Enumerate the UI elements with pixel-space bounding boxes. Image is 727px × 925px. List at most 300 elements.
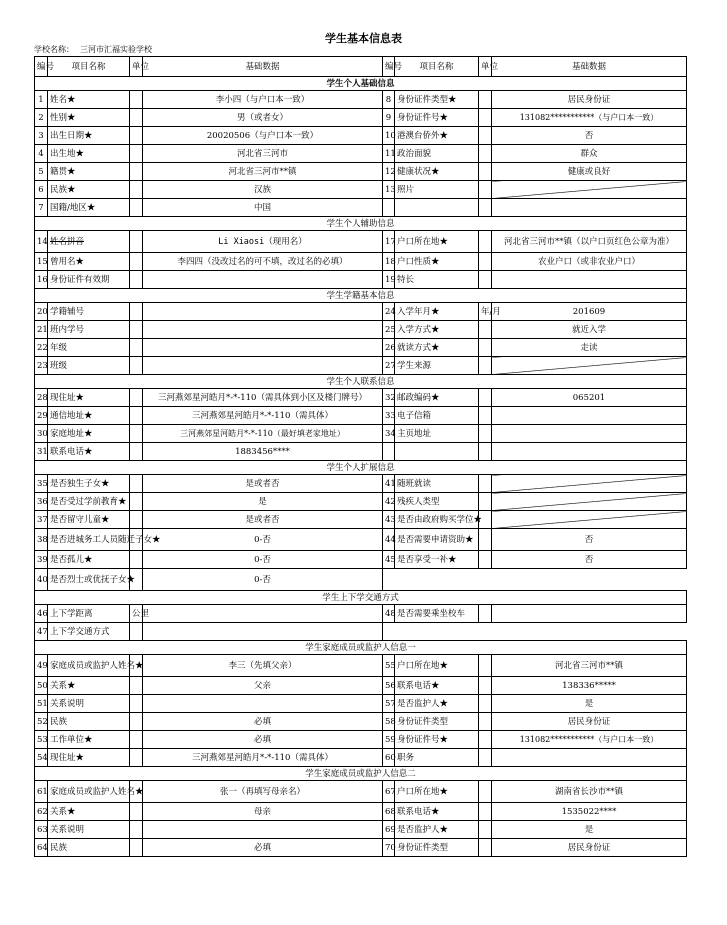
table-row xyxy=(35,821,687,839)
unit-cell xyxy=(130,357,143,375)
row-number: 8 xyxy=(383,91,395,109)
unit-cell xyxy=(130,127,143,145)
field-value: 三河燕郊星河皓月*-*-110（最好填老家地址） xyxy=(143,425,383,443)
row-number: 20 xyxy=(35,303,48,321)
field-value: 三河燕郊星河皓月*-*-110（需具体） xyxy=(143,407,383,425)
section-title: 学生个人基础信息 xyxy=(35,77,687,91)
unit-cell xyxy=(479,145,492,163)
row-number: 9 xyxy=(383,109,395,127)
field-name: 家庭成员或监护人姓名★ xyxy=(48,781,130,803)
field-name: 民族★ xyxy=(48,181,130,199)
field-name: 是否受过学前教育★ xyxy=(48,493,130,511)
field-name: 籍贯★ xyxy=(48,163,130,181)
school-name: 三河市汇福实验学校 xyxy=(80,45,152,54)
field-name: 随班就读 xyxy=(395,475,479,493)
unit-cell xyxy=(130,163,143,181)
table-row xyxy=(35,511,687,529)
table-header-row xyxy=(35,57,687,77)
field-name: 就读方式★ xyxy=(395,339,479,357)
field-value: 必填 xyxy=(143,731,383,749)
field-name: 姓名★ xyxy=(48,91,130,109)
field-name: 家庭成员或监护人姓名★ xyxy=(48,655,130,677)
field-value: 是 xyxy=(492,821,687,839)
empty-cell xyxy=(383,623,687,641)
unit-cell xyxy=(130,713,143,731)
field-value: 是或者否 xyxy=(143,511,383,529)
field-name: 国籍/地区★ xyxy=(48,199,130,217)
field-value: 男（或者女） xyxy=(143,109,383,127)
unit-cell xyxy=(130,821,143,839)
table-row xyxy=(35,493,687,511)
field-value: 20020506（与户口本一致） xyxy=(143,127,383,145)
unit-cell xyxy=(130,109,143,127)
table-row xyxy=(35,199,687,217)
field-name: 身份证件号★ xyxy=(395,109,479,127)
row-number: 42 xyxy=(383,493,395,511)
unit-cell xyxy=(479,443,492,461)
field-value: 否 xyxy=(492,529,687,551)
field-value: 131082***********（与户口本一致） xyxy=(492,109,687,127)
row-number: 16 xyxy=(35,271,48,289)
unit-cell xyxy=(130,475,143,493)
table-row xyxy=(35,839,687,857)
field-value: 201609 xyxy=(492,303,687,321)
field-name: 上下学距离 xyxy=(48,605,130,623)
unit-cell xyxy=(479,731,492,749)
empty-cell xyxy=(383,569,687,591)
row-number: 27 xyxy=(383,357,395,375)
field-name: 户口所在地★ xyxy=(395,655,479,677)
field-value xyxy=(492,443,687,461)
row-number: 11 xyxy=(383,145,395,163)
table-row xyxy=(35,91,687,109)
field-value: 是或者否 xyxy=(143,475,383,493)
table-row xyxy=(35,713,687,731)
field-name: 姓名拼音 xyxy=(48,231,130,253)
row-number: 30 xyxy=(35,425,48,443)
field-value: 是 xyxy=(492,695,687,713)
field-value: 1883456**** xyxy=(143,443,383,461)
field-value: 母亲 xyxy=(143,803,383,821)
field-value: 0-否 xyxy=(143,529,383,551)
field-name: 是否孤儿★ xyxy=(48,551,130,569)
field-name: 身份证件类型 xyxy=(395,839,479,857)
field-name: 入学年月★ xyxy=(395,303,479,321)
field-value xyxy=(143,821,383,839)
unit-cell xyxy=(130,443,143,461)
row-number: 29 xyxy=(35,407,48,425)
table-row xyxy=(35,163,687,181)
row-number: 50 xyxy=(35,677,48,695)
field-value xyxy=(492,199,687,217)
unit-cell xyxy=(130,695,143,713)
field-value: 1535022**** xyxy=(492,803,687,821)
field-value: 李三（先填父亲） xyxy=(143,655,383,677)
field-value: 中国 xyxy=(143,199,383,217)
field-value: 三河燕郊星河皓月*-*-110（需具体到小区及楼门牌号） xyxy=(143,389,383,407)
field-name: 健康状况★ xyxy=(395,163,479,181)
unit-cell xyxy=(130,749,143,767)
field-value: 河北省三河市**镇 xyxy=(143,163,383,181)
field-value xyxy=(492,605,687,623)
field-name: 班级 xyxy=(48,357,130,375)
field-name: 关系★ xyxy=(48,677,130,695)
field-name: 性别★ xyxy=(48,109,130,127)
section-title: 学生个人联系信息 xyxy=(35,375,687,389)
row-number: 41 xyxy=(383,475,395,493)
field-value: 必填 xyxy=(143,713,383,731)
table-row xyxy=(35,127,687,145)
header-data: 基础数据 xyxy=(492,57,687,77)
field-name: 工作单位★ xyxy=(48,731,130,749)
unit-cell xyxy=(479,529,492,551)
header-no: 编号 xyxy=(383,57,395,77)
table-row xyxy=(35,803,687,821)
field-value: 李小四（与户口本一致） xyxy=(143,91,383,109)
field-name: 通信地址★ xyxy=(48,407,130,425)
row-number: 68 xyxy=(383,803,395,821)
field-value xyxy=(143,695,383,713)
section-title: 学生个人辅助信息 xyxy=(35,217,687,231)
row-number: 52 xyxy=(35,713,48,731)
unit-cell xyxy=(479,321,492,339)
row-number: 54 xyxy=(35,749,48,767)
field-value xyxy=(143,605,383,623)
field-value: 居民身份证 xyxy=(492,91,687,109)
field-value: 李四四（没改过名的可不填，改过名的必填） xyxy=(143,253,383,271)
table-row xyxy=(35,569,687,591)
table-row xyxy=(35,303,687,321)
unit-cell xyxy=(479,475,492,493)
unit-cell xyxy=(479,695,492,713)
field-name: 现住址★ xyxy=(48,749,130,767)
field-name: 身份证件类型 xyxy=(395,713,479,731)
field-name: 是否进城务工人员随迁子女★ xyxy=(48,529,130,551)
row-number: 39 xyxy=(35,551,48,569)
table-row xyxy=(35,339,687,357)
row-number: 59 xyxy=(383,731,395,749)
row-number: 44 xyxy=(383,529,395,551)
field-value: 居民身份证 xyxy=(492,839,687,857)
row-number: 18 xyxy=(383,253,395,271)
field-value-empty xyxy=(492,493,687,511)
field-name: 民族 xyxy=(48,713,130,731)
unit-cell xyxy=(130,303,143,321)
field-value xyxy=(143,321,383,339)
row-number: 63 xyxy=(35,821,48,839)
unit-cell xyxy=(130,511,143,529)
row-number: 64 xyxy=(35,839,48,857)
unit-cell xyxy=(479,713,492,731)
unit-cell xyxy=(130,199,143,217)
row-number: 38 xyxy=(35,529,48,551)
field-value xyxy=(143,303,383,321)
field-name: 身份证件类型★ xyxy=(395,91,479,109)
field-name: 户口所在地★ xyxy=(395,781,479,803)
row-number: 28 xyxy=(35,389,48,407)
unit-cell xyxy=(479,271,492,289)
unit-cell xyxy=(479,199,492,217)
field-value xyxy=(492,425,687,443)
unit-cell xyxy=(479,839,492,857)
field-value-empty xyxy=(492,475,687,493)
row-number: 55 xyxy=(383,655,395,677)
table-row xyxy=(35,181,687,199)
field-name: 身份证件号★ xyxy=(395,731,479,749)
row-number: 14 xyxy=(35,231,48,253)
table-row xyxy=(35,443,687,461)
unit-cell xyxy=(479,655,492,677)
field-name: 学籍辅号 xyxy=(48,303,130,321)
field-value: 否 xyxy=(492,127,687,145)
field-value: 群众 xyxy=(492,145,687,163)
table-row xyxy=(35,389,687,407)
field-value: 汉族 xyxy=(143,181,383,199)
unit-cell xyxy=(479,253,492,271)
row-number: 53 xyxy=(35,731,48,749)
row-number: 21 xyxy=(35,321,48,339)
field-name: 是否由政府购买学位★ xyxy=(395,511,479,529)
row-number: 31 xyxy=(35,443,48,461)
unit-cell xyxy=(479,677,492,695)
unit-cell xyxy=(130,731,143,749)
field-name: 户口性质★ xyxy=(395,253,479,271)
section-title: 学生家庭成员或监护人信息一 xyxy=(35,641,687,655)
field-name: 电子信箱 xyxy=(395,407,479,425)
unit-cell xyxy=(479,109,492,127)
table-row xyxy=(35,529,687,551)
field-name: 联系电话★ xyxy=(395,803,479,821)
table-row xyxy=(35,425,687,443)
field-value xyxy=(492,749,687,767)
field-value: Li Xiaosi（现用名） xyxy=(143,231,383,253)
field-value: 张一（再填写母亲名） xyxy=(143,781,383,803)
unit-cell xyxy=(130,339,143,357)
row-number: 3 xyxy=(35,127,48,145)
table-row xyxy=(35,551,687,569)
field-value: 0-否 xyxy=(143,569,383,591)
field-value: 父亲 xyxy=(143,677,383,695)
row-number: 22 xyxy=(35,339,48,357)
table-row xyxy=(35,271,687,289)
unit-cell xyxy=(130,91,143,109)
field-value xyxy=(143,271,383,289)
unit-cell xyxy=(479,163,492,181)
field-value xyxy=(143,623,383,641)
field-value-empty xyxy=(492,511,687,529)
field-name: 主页地址 xyxy=(395,425,479,443)
field-value: 是 xyxy=(143,493,383,511)
field-value: 否 xyxy=(492,551,687,569)
field-value: 河北省三河市 xyxy=(143,145,383,163)
table-row xyxy=(35,407,687,425)
field-value: 走读 xyxy=(492,339,687,357)
unit-cell: 公里 xyxy=(130,605,143,623)
field-value: 131082***********（与户口本一致） xyxy=(492,731,687,749)
row-number: 2 xyxy=(35,109,48,127)
row-number: 19 xyxy=(383,271,395,289)
field-value xyxy=(143,339,383,357)
field-name: 出生地★ xyxy=(48,145,130,163)
field-name: 班内学号 xyxy=(48,321,130,339)
field-value xyxy=(143,357,383,375)
field-name: 关系说明 xyxy=(48,695,130,713)
header-unit: 单位 xyxy=(130,57,143,77)
unit-cell xyxy=(479,91,492,109)
row-number xyxy=(383,443,395,461)
header-data: 基础数据 xyxy=(143,57,383,77)
row-number: 13 xyxy=(383,181,395,199)
row-number: 32 xyxy=(383,389,395,407)
section-title: 学生学籍基本信息 xyxy=(35,289,687,303)
table-row xyxy=(35,749,687,767)
unit-cell xyxy=(130,425,143,443)
field-name: 身份证件有效期 xyxy=(48,271,130,289)
unit-cell xyxy=(479,605,492,623)
unit-cell xyxy=(130,271,143,289)
table-row xyxy=(35,695,687,713)
field-name: 是否监护人★ xyxy=(395,695,479,713)
row-number: 58 xyxy=(383,713,395,731)
row-number: 49 xyxy=(35,655,48,677)
field-value xyxy=(492,407,687,425)
field-name: 民族 xyxy=(48,839,130,857)
row-number: 17 xyxy=(383,231,395,253)
field-name: 联系电话★ xyxy=(395,677,479,695)
field-name: 照片 xyxy=(395,181,479,199)
unit-cell xyxy=(130,407,143,425)
table-row xyxy=(35,357,687,375)
row-number: 15 xyxy=(35,253,48,271)
header-unit: 单位 xyxy=(479,57,492,77)
unit-cell xyxy=(479,749,492,767)
row-number: 61 xyxy=(35,781,48,803)
photo-slot xyxy=(492,181,687,199)
field-value: 0-否 xyxy=(143,551,383,569)
field-name xyxy=(395,443,479,461)
row-number: 10 xyxy=(383,127,395,145)
row-number: 46 xyxy=(35,605,48,623)
row-number: 70 xyxy=(383,839,395,857)
row-number: 26 xyxy=(383,339,395,357)
unit-cell xyxy=(479,389,492,407)
section-title: 学生上下学交通方式 xyxy=(35,591,687,605)
field-name: 年级 xyxy=(48,339,130,357)
row-number: 34 xyxy=(383,425,395,443)
field-value: 138336***** xyxy=(492,677,687,695)
row-number: 56 xyxy=(383,677,395,695)
row-number: 37 xyxy=(35,511,48,529)
row-number: 1 xyxy=(35,91,48,109)
row-number: 12 xyxy=(383,163,395,181)
header-name: 项目名称 xyxy=(48,57,130,77)
row-number: 48 xyxy=(383,605,395,623)
unit-cell xyxy=(130,321,143,339)
field-name: 入学方式★ xyxy=(395,321,479,339)
table-row xyxy=(35,475,687,493)
unit-cell xyxy=(479,803,492,821)
unit-cell xyxy=(479,181,492,199)
school-label: 学校名称： xyxy=(34,45,74,54)
table-row xyxy=(35,623,687,641)
field-value: 健康或良好 xyxy=(492,163,687,181)
table-row xyxy=(35,781,687,803)
row-number: 7 xyxy=(35,199,48,217)
unit-cell xyxy=(130,677,143,695)
field-name: 职务 xyxy=(395,749,479,767)
row-number: 60 xyxy=(383,749,395,767)
unit-cell xyxy=(130,839,143,857)
row-number: 5 xyxy=(35,163,48,181)
unit-cell xyxy=(479,821,492,839)
table-row xyxy=(35,677,687,695)
unit-cell xyxy=(130,389,143,407)
unit-cell xyxy=(479,493,492,511)
row-number: 40 xyxy=(35,569,48,591)
field-name: 港澳台侨外★ xyxy=(395,127,479,145)
row-number: 57 xyxy=(383,695,395,713)
unit-cell xyxy=(130,145,143,163)
unit-cell xyxy=(479,551,492,569)
field-value: 三河燕郊星河皓月*-*-110（需具体） xyxy=(143,749,383,767)
field-value: 就近入学 xyxy=(492,321,687,339)
field-value: 居民身份证 xyxy=(492,713,687,731)
table-row xyxy=(35,321,687,339)
unit-cell xyxy=(479,339,492,357)
unit-cell xyxy=(479,357,492,375)
unit-cell xyxy=(479,425,492,443)
field-value: 湖南省长沙市**镇 xyxy=(492,781,687,803)
field-name: 是否烈士或优抚子女★ xyxy=(48,569,130,591)
field-name: 学生来源 xyxy=(395,357,479,375)
unit-cell xyxy=(479,127,492,145)
table-row xyxy=(35,231,687,253)
unit-cell xyxy=(130,493,143,511)
table-row xyxy=(35,605,687,623)
row-number: 25 xyxy=(383,321,395,339)
field-name: 关系★ xyxy=(48,803,130,821)
row-number: 23 xyxy=(35,357,48,375)
unit-cell xyxy=(479,407,492,425)
field-name: 特长 xyxy=(395,271,479,289)
row-number: 36 xyxy=(35,493,48,511)
field-name: 是否留守儿童★ xyxy=(48,511,130,529)
row-number: 33 xyxy=(383,407,395,425)
unit-cell xyxy=(130,231,143,253)
header-no: 编号 xyxy=(35,57,48,77)
field-value-empty xyxy=(492,357,687,375)
unit-cell xyxy=(130,551,143,569)
row-number: 6 xyxy=(35,181,48,199)
unit-cell xyxy=(130,623,143,641)
field-name: 联系电话★ xyxy=(48,443,130,461)
unit-cell xyxy=(130,803,143,821)
table-row xyxy=(35,253,687,271)
table-row xyxy=(35,655,687,677)
field-name xyxy=(395,199,479,217)
field-name: 出生日期★ xyxy=(48,127,130,145)
row-number: 43 xyxy=(383,511,395,529)
unit-cell xyxy=(479,781,492,803)
field-name: 是否需要申请资助★ xyxy=(395,529,479,551)
field-name: 是否独生子女★ xyxy=(48,475,130,493)
row-number: 24 xyxy=(383,303,395,321)
field-name: 现住址★ xyxy=(48,389,130,407)
field-name: 邮政编码★ xyxy=(395,389,479,407)
table-row xyxy=(35,731,687,749)
student-info-table xyxy=(34,56,687,857)
field-name: 关系说明 xyxy=(48,821,130,839)
